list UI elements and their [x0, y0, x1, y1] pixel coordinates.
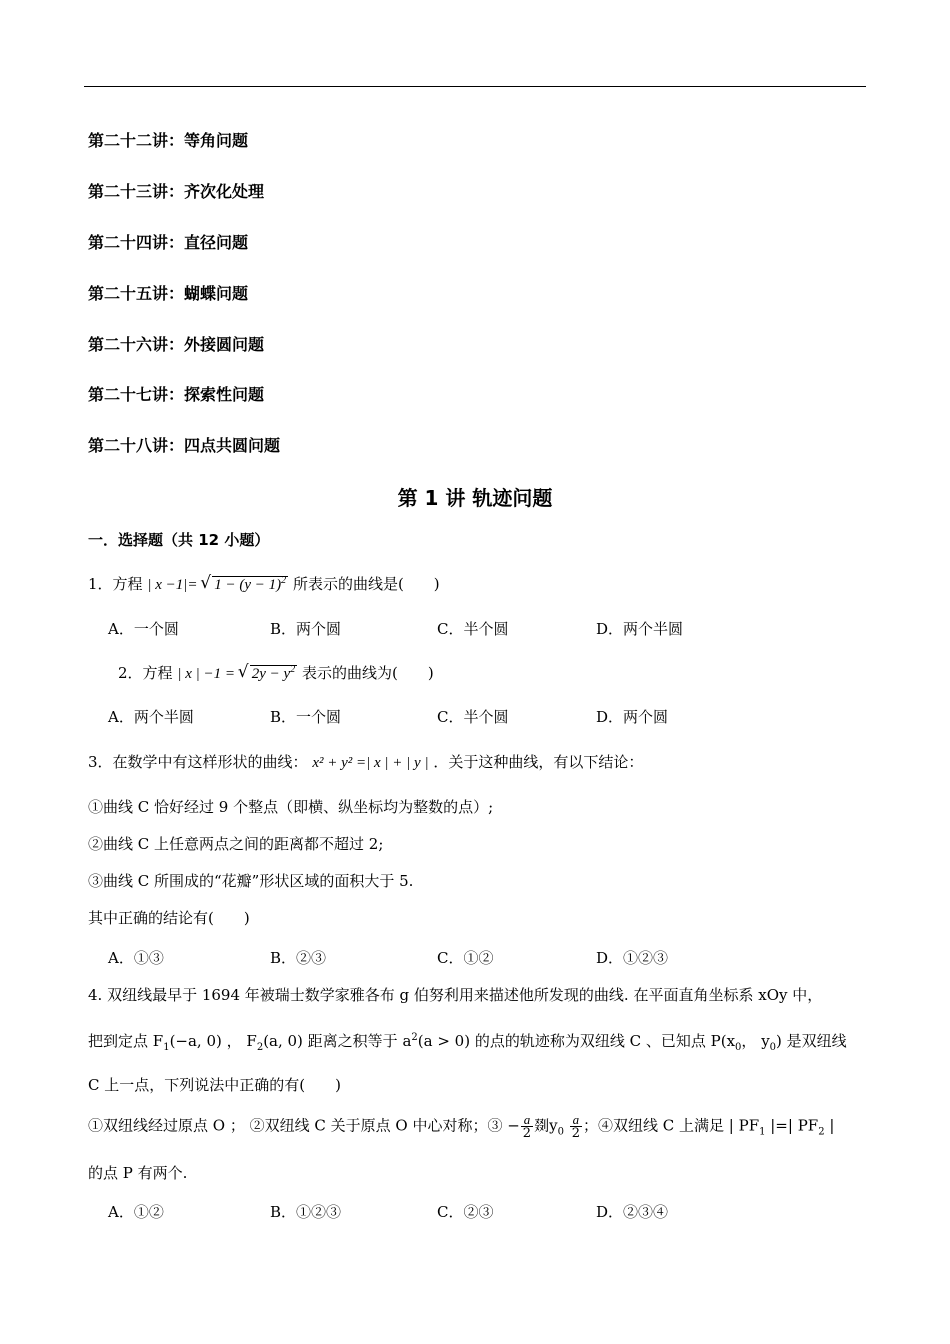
section-heading: 一．选择题（共 12 小题） [88, 531, 270, 549]
q4-sub: 0 [769, 1042, 777, 1053]
q4-l2c: (a, 0) 距离之积等于 a [263, 1032, 412, 1050]
q1-math-lhs: | x −1|= [147, 577, 198, 593]
q1-suffix: 所表示的曲线是( ) [292, 575, 440, 593]
q3-option-b: B．②③ [270, 949, 327, 967]
fraction [521, 1113, 533, 1140]
q4-l2e: ， y [741, 1032, 770, 1050]
q4-sub: 1 [759, 1126, 766, 1138]
q4-l2a: 把到定点 F [88, 1032, 164, 1050]
toc-item: 第二十七讲：探索性问题 [88, 385, 265, 404]
q2-sup: 2 [290, 664, 296, 675]
q3-statement-1: ①曲线 C 恰好经过 9 个整点（即横、纵坐标均为整数的点）; [88, 798, 494, 816]
toc-item: 第二十二讲：等角问题 [88, 131, 249, 150]
q4-sub: 0 [735, 1042, 742, 1053]
toc-item: 第二十四讲：直径问题 [88, 233, 249, 252]
q2-radicand: 2y − y [251, 666, 291, 682]
question-4-line-5: 的点 P 有两个. [88, 1164, 188, 1182]
q4-option-b: B．①②③ [270, 1203, 342, 1221]
q4-l4d: |=| PF [765, 1116, 819, 1135]
q4-sub: 1 [163, 1042, 170, 1053]
header-rule [84, 86, 866, 87]
q3-equation: x² + y² =| x | + | y | [312, 755, 429, 771]
toc-item: 第二十三讲：齐次化处理 [88, 182, 265, 201]
frac-den: 2 [522, 1126, 532, 1141]
question-4-line-4 [88, 1113, 834, 1140]
toc-item: 第二十六讲：外接圆问题 [88, 335, 265, 354]
question-4-line-3: C 上一点，下列说法中正确的有( ) [88, 1076, 341, 1094]
q3-ask: 其中正确的结论有( ) [88, 909, 250, 927]
q1-option-a: A．一个圆 [108, 620, 179, 638]
question-2 [118, 662, 434, 683]
q1-option-b: B．两个圆 [270, 620, 342, 638]
toc-item: 第二十八讲：四点共圆问题 [88, 436, 281, 455]
frac-num: a [570, 1113, 582, 1127]
q2-suffix: 表示的曲线为( ) [301, 664, 434, 682]
q3-statement-3: ③曲线 C 所围成的“花瓣”形状区域的面积大于 5. [88, 872, 414, 890]
q4-option-a: A．①② [108, 1203, 164, 1221]
q3-option-a: A．①③ [108, 949, 164, 967]
question-1 [88, 573, 440, 594]
q4-sub: 0 [557, 1126, 564, 1138]
q4-l2b: (−a, 0) ， F [169, 1032, 257, 1050]
q2-option-a: A．两个半圆 [108, 708, 194, 726]
q3-option-d: D．①②③ [596, 949, 669, 967]
q1-radicand: 1 − (y − 1) [214, 577, 282, 593]
q3-statement-2: ②曲线 C 上任意两点之间的距离都不超过 2; [88, 835, 384, 853]
q2-math-lhs: | x | −1 = [177, 666, 235, 682]
q4-option-c: C．②③ [437, 1203, 494, 1221]
q4-l2f: ) 是双纽线 [776, 1032, 847, 1050]
sqrt-symbol [202, 575, 288, 594]
q1-prefix: 1．方程 [88, 575, 143, 593]
q4-l2d: (a > 0) 的点的轨迹称为双纽线 C 、已知点 P(x [417, 1032, 736, 1050]
sqrt-symbol [240, 664, 297, 683]
q4-sub: 2 [256, 1042, 264, 1053]
q2-option-b: B．一个圆 [270, 708, 342, 726]
toc-item: 第二十五讲：蝴蝶问题 [88, 284, 249, 303]
q3-intro-a: 3．在数学中有这样形状的曲线： [88, 753, 308, 771]
question-3 [88, 751, 643, 772]
q4-sub: 2 [818, 1126, 825, 1138]
q4-l4e: | [824, 1116, 835, 1135]
page-title: 第 1 讲 轨迹问题 [397, 486, 553, 510]
q4-l4a: ①双纽线经过原点 O ； ②双纽线 C 关于原点 O 中心对称；③ − [88, 1116, 520, 1135]
q1-option-c: C．半个圆 [437, 620, 509, 638]
frac-num: a [521, 1113, 533, 1127]
q4-l4c: ；④双纽线 C 上满足 | PF [583, 1116, 760, 1135]
q3-intro-b: ．关于这种曲线，有以下结论： [433, 753, 644, 771]
question-4-line-1: 4. 双纽线最早于 1694 年被瑞士数学家雅各布 g 伯努利用来描述他所发现的曲线. 在平面直角坐标系 xOy 中， [88, 986, 823, 1004]
q4-option-d: D．②③④ [596, 1203, 669, 1221]
q1-sup: 2 [281, 575, 287, 586]
q3-option-c: C．①② [437, 949, 494, 967]
question-4-line-2: 把到定点 $F_1(-a$, 0) ， $F_2(a$, 0) 距离之积等于 $a^2(a > 0)$ 的点的轨迹称为双纽线 C 、已知点 $P(x_0$， $y_0$) 是双纽线 [88, 1032, 847, 1053]
q1-option-d: D．两个半圆 [596, 620, 684, 638]
q2-option-d: D．两个圆 [596, 708, 669, 726]
frac-den: 2 [571, 1126, 580, 1141]
q2-prefix: 2．方程 [118, 664, 173, 682]
fraction [570, 1113, 582, 1140]
q4-l4b: 剟y [534, 1116, 558, 1135]
q2-option-c: C．半个圆 [437, 708, 509, 726]
